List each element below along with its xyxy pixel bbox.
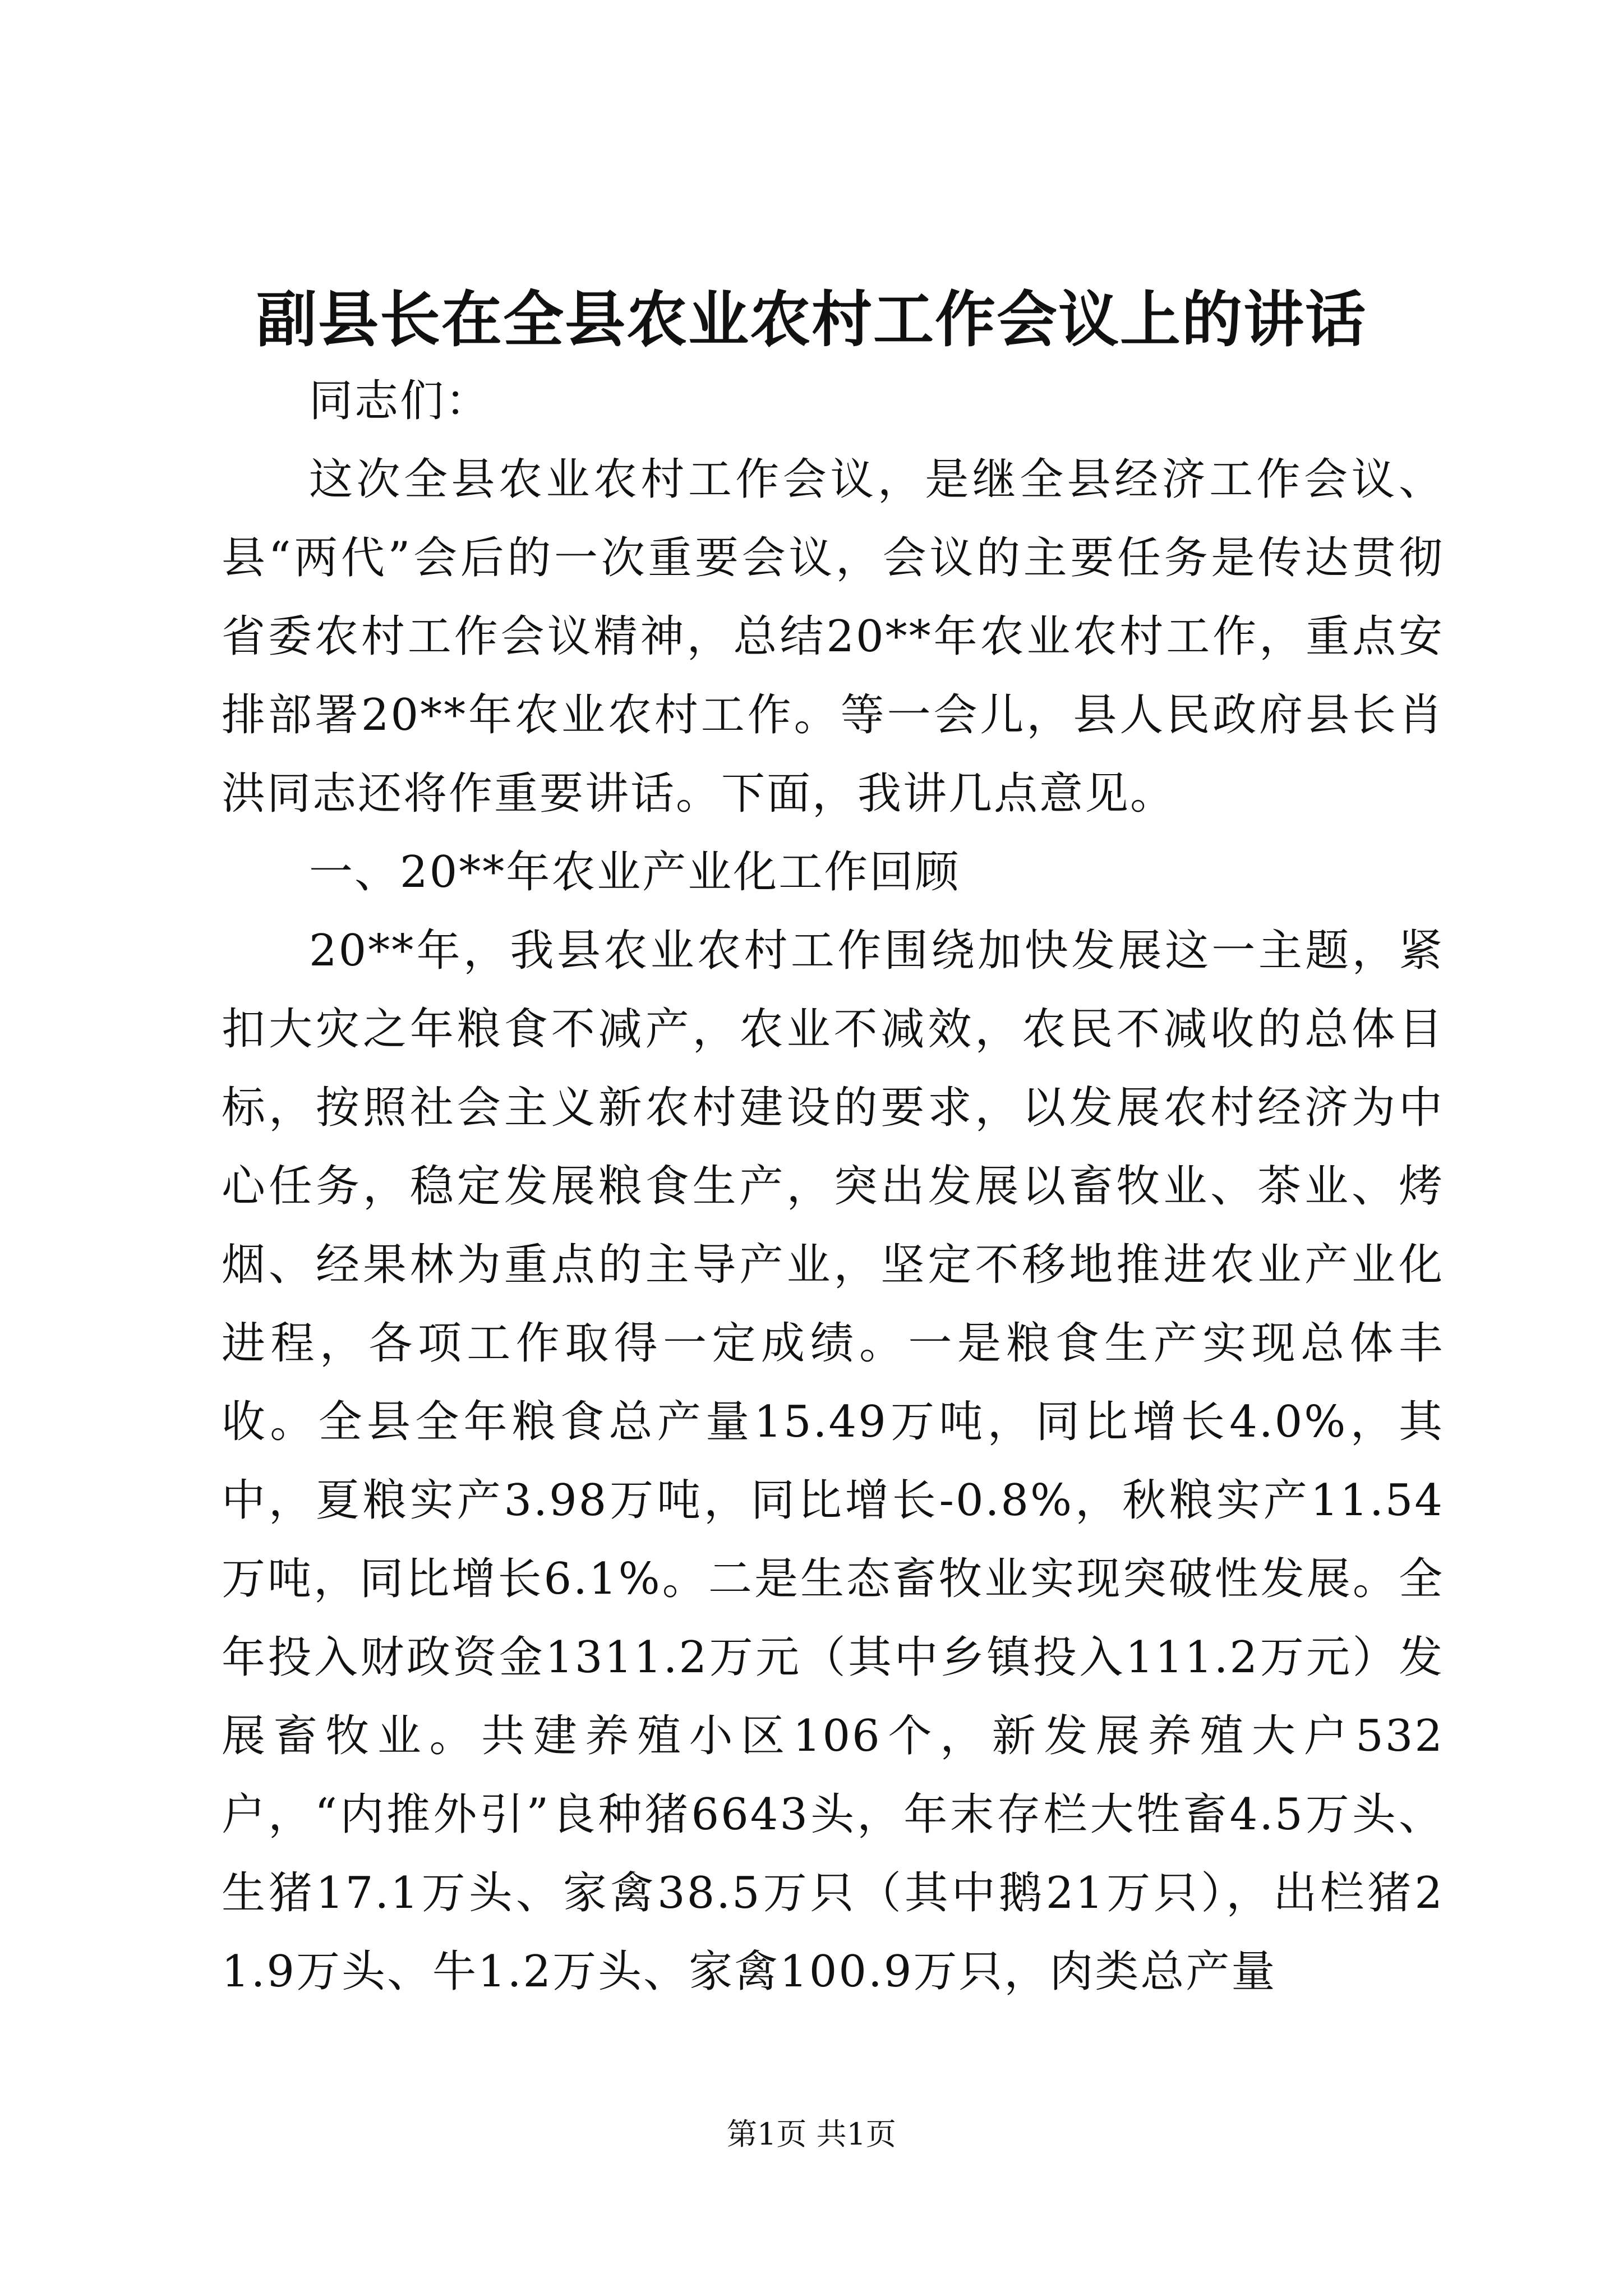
document-title: 副县长在全县农业农村工作会议上的讲话 [256,284,1367,355]
paragraph-review: 20**年，我县农业农村工作围绕加快发展这一主题，紧扣大灾之年粮食不减产，农业不减效，农民不减收的总体目标，按照社会主义新农村建设的要求，以发展农村经济为中心任务，稳定发展粮食生产，突出发展以畜牧业、茶业、烤烟、经果林为重点的主导产业，坚定不移地推进农业产业化进程，各项工作取得一定成绩。一是粮食生产实现总体丰收。全县全年粮食总产量15.49万吨，同比增长4.0%，其中，夏粮实产3.98万吨，同比增长-0.8%，秋粮实产11.54万吨，同比增长6.1%。二是生态畜牧业实现突破性发展。全年投入财政资金1311.2万元（其中乡镇投入111.2万元）发展畜牧业。共建养殖小区106个，新发展养殖大户532户，“内推外引”良种猪6643头，年末存栏大牲畜4.5万头、生猪17.1万头、家禽38.5万只（其中鹅21万只），出栏猪21.9万头、牛1.2万头、家禽100.9万只，肉类总产量 [222,926,1444,1997]
page-footer: 第1页 共1页 [727,2116,896,2152]
document-body [222,362,1444,2011]
salutation: 同志们： [309,376,491,426]
section-heading: 一、20**年农业产业化工作回顾 [309,847,961,898]
paragraph-intro: 这次全县农业农村工作会议，是继全县经济工作会议、县“两代”会后的一次重要会议，会议的主要任务是传达贯彻省委农村工作会议精神，总结20**年农业农村工作，重点安排部署20**年农业农村工作。等一会儿，县人民政府县长肖洪同志还将作重要讲话。下面，我讲几点意见。 [222,454,1444,819]
